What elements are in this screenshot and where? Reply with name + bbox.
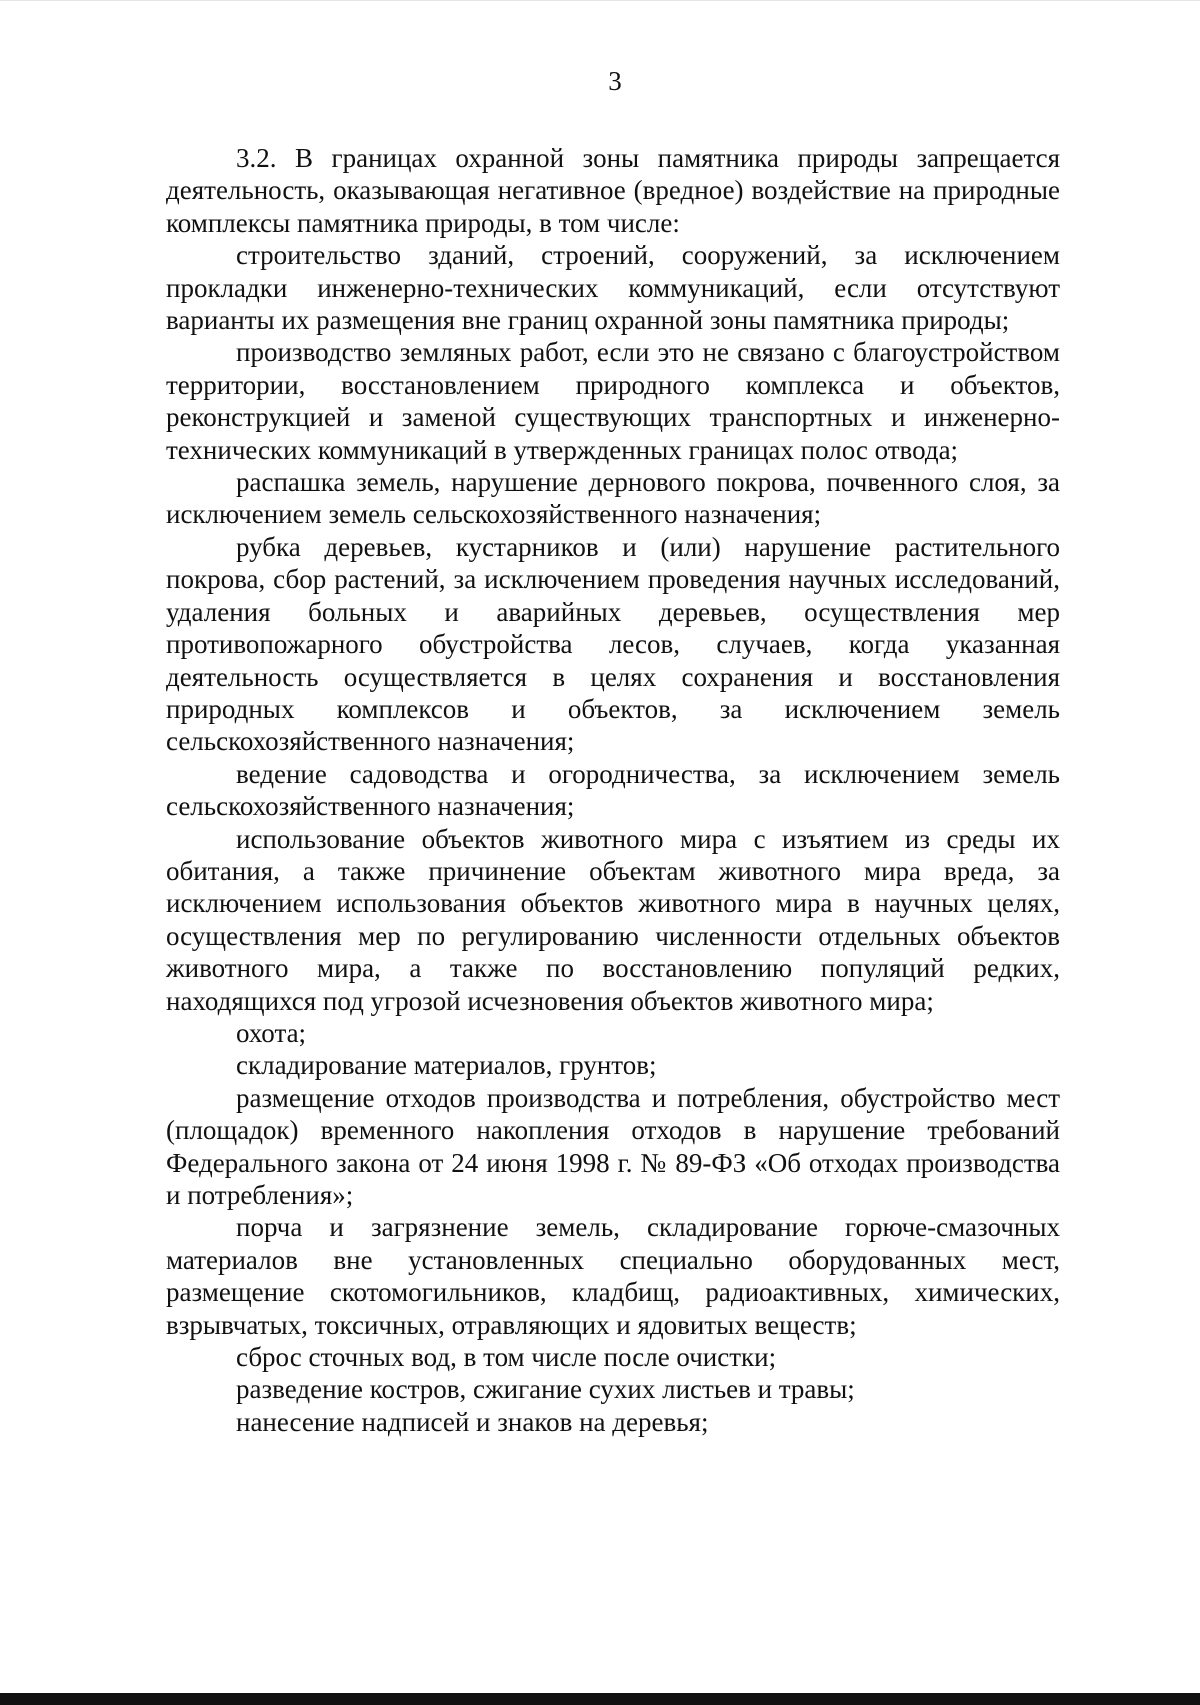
- paragraph-tree-felling: рубка деревьев, кустарников и (или) нарушение растительного покрова, сбор растений, за исключением проведения научных исследований, удаления больных и аварийных деревьев, осуществления мер противопожарного обустройства лесов, случаев, когда указанная деятельность осуществляется в целях сохранения и восстановления природных комплексов и объектов, за исключением земель сельскохозяйственного назначения;: [166, 531, 1060, 757]
- paragraph-earthworks: производство земляных работ, если это не связано с благоустройством территории, восстановлением природного комплекса и объектов, реконструкцией и заменой существующих транспортных и инженерно-технических коммуникаций в утвержденных границах полос отвода;: [166, 337, 1060, 465]
- page-top-edge: [0, 0, 1200, 1]
- paragraph-waste: размещение отходов производства и потребления, обустройство мест (площадок) временного накопления отходов в нарушение требований Федерального закона от 24 июня 1998 г. № 89-ФЗ «Об отходах производства и потребления»;: [166, 1082, 1060, 1210]
- paragraph-gardening: ведение садоводства и огородничества, за исключением земель сельскохозяйственного назначения;: [166, 758, 1060, 822]
- paragraph-wildlife: использование объектов животного мира с изъятием из среды их обитания, а также причинение объектам животного мира вреда, за исключением использования объектов животного мира в научных целях, осуществления мер по регулированию численности отдельных объектов животного мира, а также по восстановлению популяций редких, находящихся под угрозой исчезновения объектов животного мира;: [166, 823, 1060, 1016]
- page-number: 3: [608, 66, 622, 96]
- paragraph-wastewater: сброс сточных вод, в том числе после очистки;: [236, 1342, 777, 1373]
- paragraph-construction: строительство зданий, строений, сооружений, за исключением прокладки инженерно-технических коммуникаций, если отсутствуют варианты их размещения вне границ охранной зоны памятника природы;: [166, 240, 1060, 336]
- paragraph-storage: складирование материалов, грунтов;: [236, 1050, 657, 1081]
- paragraph-inscriptions: нанесение надписей и знаков на деревья;: [236, 1406, 709, 1437]
- paragraph-intro: 3.2. В границах охранной зоны памятника природы запрещается деятельность, оказывающая негативное (вредное) воздействие на природные комплексы памятника природы, в том числе:: [166, 143, 1060, 238]
- paragraph-fires: разведение костров, сжигание сухих листьев и травы;: [236, 1374, 855, 1405]
- scan-bottom-edge: [0, 1693, 1200, 1705]
- paragraph-hunting: охота;: [236, 1017, 307, 1048]
- paragraph-land-pollution: порча и загрязнение земель, складирование горюче-смазочных материалов вне установленных специально оборудованных мест, размещение скотомогильников, кладбищ, радиоактивных, химических, взрывчатых, токсичных, отравляющих и ядовитых веществ;: [166, 1212, 1060, 1340]
- paragraph-ploughing: распашка земель, нарушение дернового покрова, почвенного слоя, за исключением земель сельскохозяйственного назначения;: [166, 467, 1060, 530]
- document-body: [166, 142, 1060, 1438]
